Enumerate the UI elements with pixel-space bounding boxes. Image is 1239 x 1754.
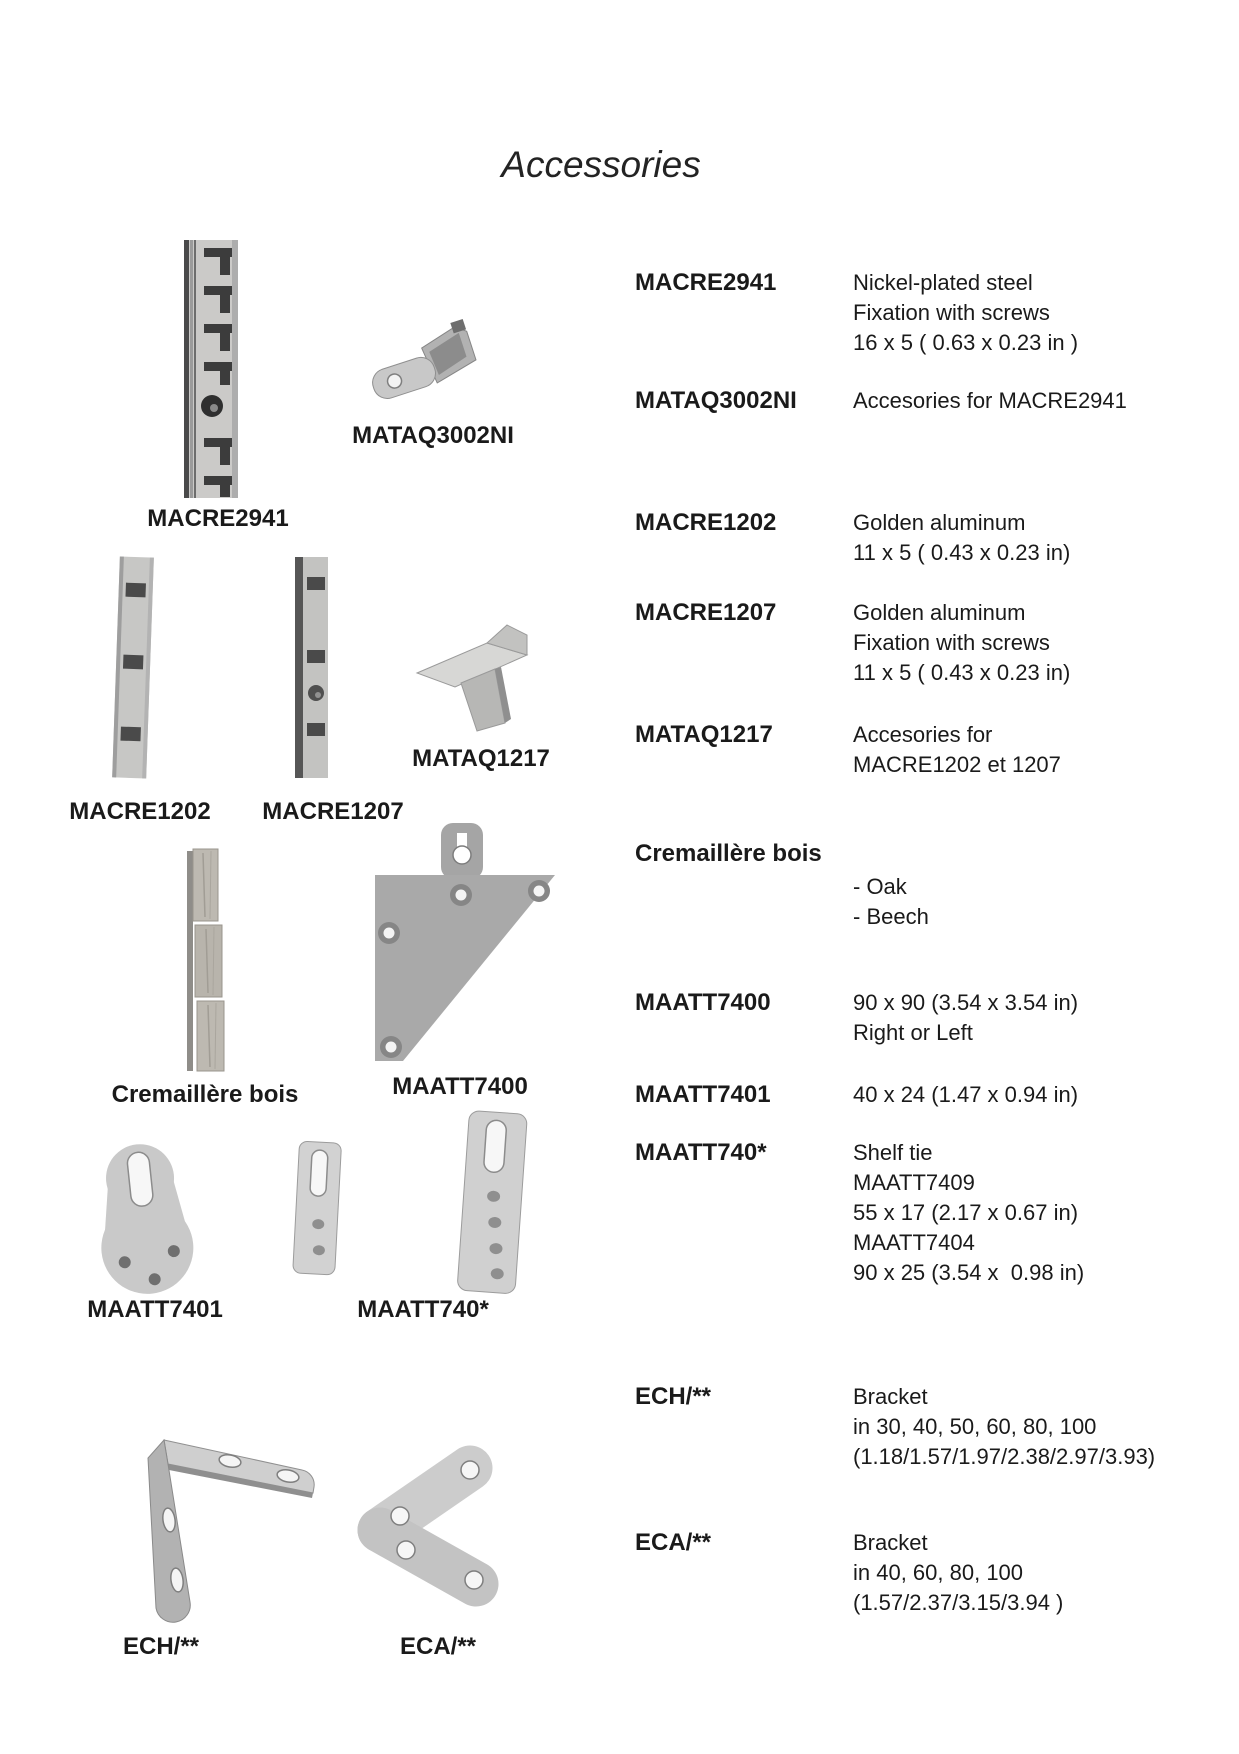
product-code: MAATT7400 xyxy=(635,989,771,1016)
product-code: MACRE2941 xyxy=(635,269,777,296)
description-line: Golden aluminum xyxy=(853,510,1026,535)
maatt7400-image-label: MAATT7400 xyxy=(392,1073,528,1100)
shelf-tie-small-illustration xyxy=(272,1138,360,1283)
description-line: 90 x 90 (3.54 x 3.54 in) xyxy=(853,990,1079,1015)
shelf-support-illustration xyxy=(415,615,530,737)
description-line: Nickel-plated steel xyxy=(853,270,1033,295)
mataq3002ni-product-image xyxy=(368,318,483,418)
product-description xyxy=(853,1382,1155,1472)
shelf-tie-tall-illustration xyxy=(435,1110,543,1300)
description-line: (1.57/2.37/3.15/3.94 ) xyxy=(853,1590,1064,1615)
description-line: 90 x 25 (3.54 x 0.98 in) xyxy=(853,1260,1085,1285)
description-line: Golden aluminum xyxy=(853,600,1026,625)
product-code: MAATT7401 xyxy=(635,1081,771,1108)
macre1207-product-image xyxy=(288,555,334,781)
product-code: ECA/** xyxy=(635,1529,712,1556)
clip-illustration xyxy=(368,318,483,418)
macre1202-product-image xyxy=(108,555,160,781)
product-code: MATAQ3002NI xyxy=(635,387,797,414)
description-line: 11 x 5 ( 0.43 x 0.23 in) xyxy=(853,540,1071,565)
description-line: Shelf tie xyxy=(853,1140,933,1165)
description-line: 40 x 24 (1.47 x 0.94 in) xyxy=(853,1082,1079,1107)
description-line: MACRE1202 et 1207 xyxy=(853,752,1061,777)
product-code: MACRE1207 xyxy=(635,599,777,626)
wooden-rack-illustration xyxy=(181,845,227,1077)
description-line: Accesories for xyxy=(853,722,993,747)
maatt740-tall-product-image xyxy=(435,1110,543,1300)
ech-image-label: ECH/** xyxy=(122,1633,200,1660)
eca-product-image xyxy=(342,1432,520,1620)
description-line: in 30, 40, 50, 60, 80, 100 xyxy=(853,1414,1097,1439)
description-line: Right or Left xyxy=(853,1020,973,1045)
product-description xyxy=(853,988,1078,1048)
description-line: Bracket xyxy=(853,1384,928,1409)
product-description xyxy=(853,268,1078,358)
mataq1217-product-image xyxy=(415,615,530,737)
maatt7401-product-image xyxy=(88,1136,200,1298)
product-description xyxy=(853,872,929,932)
macre1207-image-label: MACRE1207 xyxy=(262,798,404,825)
cremaillere-bois-image-label: Cremaillère bois xyxy=(111,1081,299,1108)
macre2941-image-label: MACRE2941 xyxy=(147,505,289,532)
mataq3002ni-image-label: MATAQ3002NI xyxy=(352,422,514,449)
product-description xyxy=(853,598,1070,688)
product-description xyxy=(853,720,1061,780)
description-line: MAATT7404 xyxy=(853,1230,975,1255)
mataq1217-image-label: MATAQ1217 xyxy=(412,745,550,772)
product-code: MAATT740* xyxy=(635,1139,767,1166)
ech-product-image xyxy=(122,1418,340,1626)
product-code: MATAQ1217 xyxy=(635,721,773,748)
description-line: MAATT7409 xyxy=(853,1170,975,1195)
angle-bracket-illustration xyxy=(122,1418,340,1626)
product-description xyxy=(853,386,1127,416)
product-code: Cremaillère bois xyxy=(635,840,822,867)
page-title: Accessories xyxy=(501,144,701,185)
triangle-bracket-illustration xyxy=(371,821,559,1066)
description-line: 11 x 5 ( 0.43 x 0.23 in) xyxy=(853,660,1071,685)
eca-image-label: ECA/** xyxy=(399,1633,477,1660)
product-description xyxy=(853,508,1070,568)
rail-illustration xyxy=(176,240,244,498)
product-description xyxy=(853,1080,1078,1110)
description-line: Accesories for MACRE2941 xyxy=(853,388,1127,413)
corner-plate-illustration xyxy=(342,1432,520,1620)
description-line: in 40, 60, 80, 100 xyxy=(853,1560,1024,1585)
description-line: Bracket xyxy=(853,1530,928,1555)
flat-rail-illustration xyxy=(108,555,160,781)
maatt740-small-product-image xyxy=(272,1138,360,1283)
description-line: - Oak xyxy=(853,874,907,899)
macre1202-image-label: MACRE1202 xyxy=(69,798,211,825)
flat-rail-illustration xyxy=(288,555,334,781)
description-line: Fixation with screws xyxy=(853,630,1050,655)
description-line: - Beech xyxy=(853,904,929,929)
maatt7400-product-image xyxy=(371,821,559,1066)
description-line: 55 x 17 (2.17 x 0.67 in) xyxy=(853,1200,1079,1225)
cremaillere-bois-product-image xyxy=(181,845,227,1077)
product-code: MACRE1202 xyxy=(635,509,777,536)
maatt740-image-label: MAATT740* xyxy=(357,1296,489,1323)
macre2941-product-image xyxy=(176,240,244,498)
description-line: 16 x 5 ( 0.63 x 0.23 in ) xyxy=(853,330,1079,355)
product-code: ECH/** xyxy=(635,1383,712,1410)
description-line: Fixation with screws xyxy=(853,300,1050,325)
product-description xyxy=(853,1528,1063,1618)
description-line: (1.18/1.57/1.97/2.38/2.97/3.93) xyxy=(853,1444,1156,1469)
product-description xyxy=(853,1138,1084,1288)
pear-plate-illustration xyxy=(88,1136,200,1298)
maatt7401-image-label: MAATT7401 xyxy=(87,1296,223,1323)
